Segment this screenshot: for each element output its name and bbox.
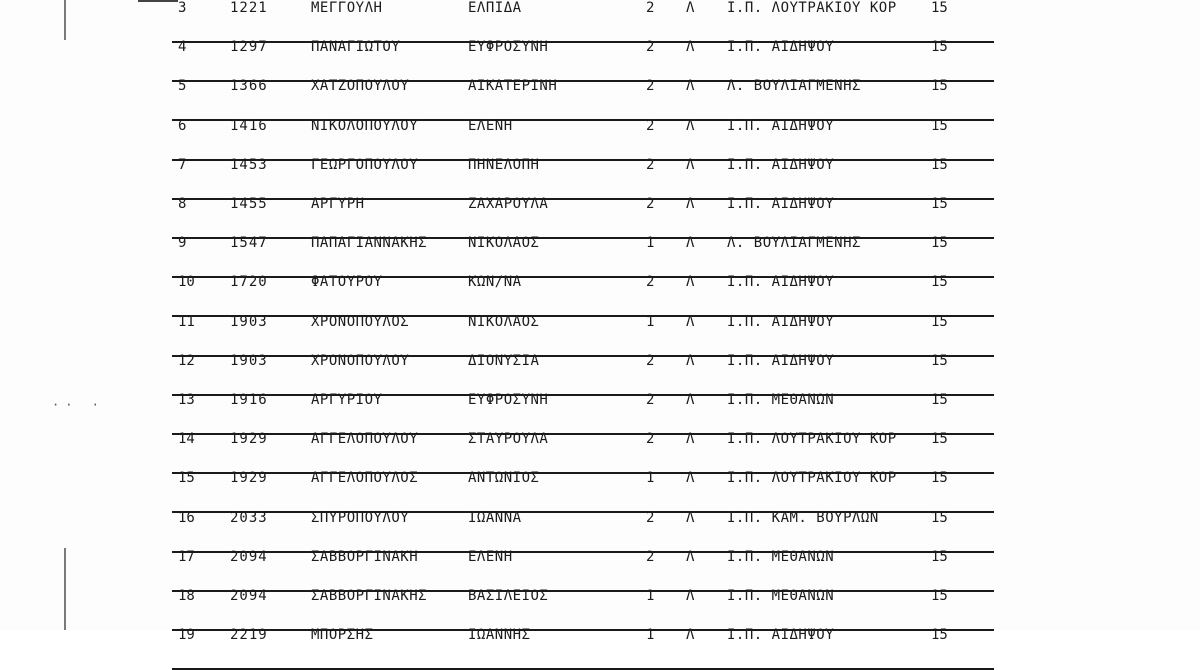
code-cell: 1297 <box>230 39 268 56</box>
group-cell: Λ <box>686 235 695 252</box>
first-name-cell: ΕΛΕΝΗ <box>468 117 513 134</box>
surname-cell: ΝΙΚΟΛΟΠΟΥΛΟΥ <box>311 117 419 134</box>
class-cell: 1 <box>646 627 655 644</box>
first-name-cell: ΝΙΚΟΛΑΟΣ <box>468 313 540 330</box>
table-row <box>0 156 1200 195</box>
table-row <box>0 195 1200 234</box>
score-cell: 15 <box>931 509 948 526</box>
score-cell: 15 <box>931 235 948 252</box>
first-name-cell: ΑΝΤΩΝΙΟΣ <box>468 470 540 487</box>
group-cell: Λ <box>686 431 695 448</box>
score-cell: 15 <box>931 313 948 330</box>
score-cell: 15 <box>931 588 948 604</box>
row-number-cell: 14 <box>178 431 195 448</box>
row-number-cell: 5 <box>178 78 187 95</box>
table-row <box>0 117 1200 156</box>
row-number-cell: 4 <box>178 39 187 56</box>
row-number-cell: 3 <box>178 0 187 16</box>
first-name-cell: ΚΩΝ/ΝΑ <box>468 274 522 291</box>
surname-cell: ΧΡΟΝΟΠΟΥΛΟΥ <box>311 352 410 369</box>
score-cell: 15 <box>931 431 948 448</box>
school-cell: Ι.Π. ΑΙΔΗΨΟΥ <box>727 352 835 369</box>
surname-cell: ΠΑΝΑΓΙΩΤΟΥ <box>311 39 401 56</box>
class-cell: 1 <box>646 235 655 252</box>
school-cell: Ι.Π. ΚΑΜ. ΒΟΥΡΛΩΝ <box>727 509 879 526</box>
school-cell: Λ. ΒΟΥΛΙΑΓΜΕΝΗΣ <box>727 235 861 252</box>
class-cell: 2 <box>646 509 655 526</box>
row-number-cell: 6 <box>178 117 187 134</box>
group-cell: Λ <box>686 274 695 291</box>
group-cell: Λ <box>686 117 695 134</box>
school-cell: Ι.Π. ΑΙΔΗΨΟΥ <box>727 627 835 644</box>
row-number-cell: 11 <box>178 313 195 330</box>
surname-cell: ΑΓΓΕΛΟΠΟΥΛΟΣ <box>311 470 419 487</box>
class-cell: 2 <box>646 274 655 291</box>
table-row <box>0 38 1200 77</box>
table-row <box>0 273 1200 312</box>
first-name-cell: ΝΙΚΟΛΑΟΣ <box>468 235 540 252</box>
table-row <box>0 234 1200 273</box>
class-cell: 1 <box>646 313 655 330</box>
school-cell: Ι.Π. ΑΙΔΗΨΟΥ <box>727 196 835 212</box>
table-row <box>0 430 1200 469</box>
table-row <box>0 548 1200 587</box>
class-cell: 2 <box>646 548 655 565</box>
first-name-cell: ΒΑΣΙΛΕΙΟΣ <box>468 588 549 604</box>
first-name-cell: ΕΛΕΝΗ <box>468 548 513 565</box>
row-number-cell: 16 <box>178 509 195 526</box>
code-cell: 1903 <box>230 313 268 330</box>
school-cell: Ι.Π. ΜΕΘΑΝΩΝ <box>727 548 835 565</box>
group-cell: Λ <box>686 156 695 173</box>
group-cell: Λ <box>686 627 695 644</box>
surname-cell: ΜΠΟΡΣΗΣ <box>311 627 374 644</box>
school-cell: Ι.Π. ΛΟΥΤΡΑΚΙΟΥ ΚΟΡ <box>727 470 897 487</box>
class-cell: 2 <box>646 196 655 212</box>
code-cell: 1720 <box>230 274 268 291</box>
school-cell: Λ. ΒΟΥΛΙΑΓΜΕΝΗΣ <box>727 78 861 95</box>
first-name-cell: ΑΙΚΑΤΕΡΙΝΗ <box>468 78 558 95</box>
school-cell: Ι.Π. ΑΙΔΗΨΟΥ <box>727 39 835 56</box>
score-cell: 15 <box>931 0 948 16</box>
surname-cell: ΣΠΥΡΟΠΟΥΛΟΥ <box>311 509 410 526</box>
group-cell: Λ <box>686 196 695 212</box>
code-cell: 1916 <box>230 392 268 408</box>
score-cell: 15 <box>931 156 948 173</box>
code-cell: 1547 <box>230 235 268 252</box>
school-cell: Ι.Π. ΜΕΘΑΝΩΝ <box>727 588 835 604</box>
group-cell: Λ <box>686 509 695 526</box>
first-name-cell: ΕΛΠΙΔΑ <box>468 0 522 16</box>
surname-cell: ΣΑΒΒΟΡΓΙΝΑΚΗ <box>311 548 419 565</box>
class-cell: 2 <box>646 431 655 448</box>
surname-cell: ΑΡΓΥΡΗ <box>311 196 365 212</box>
surname-cell: ΠΑΠΑΓΙΑΝΝΑΚΗΣ <box>311 235 428 252</box>
surname-cell: ΧΡΟΝΟΠΟΥΛΟΣ <box>311 313 410 330</box>
first-name-cell: ΖΑΧΑΡΟΥΛΑ <box>468 196 549 212</box>
table-row <box>0 626 1200 665</box>
row-number-cell: 10 <box>178 274 195 291</box>
first-name-cell: ΣΤΑΥΡΟΥΛΑ <box>468 431 549 448</box>
surname-cell: ΑΓΓΕΛΟΠΟΥΛΟΥ <box>311 431 419 448</box>
school-cell: Ι.Π. ΑΙΔΗΨΟΥ <box>727 117 835 134</box>
school-cell: Ι.Π. ΛΟΥΤΡΑΚΙΟΥ ΚΟΡ <box>727 431 897 448</box>
school-cell: Ι.Π. ΑΙΔΗΨΟΥ <box>727 274 835 291</box>
table-row <box>0 0 1200 38</box>
school-cell: Ι.Π. ΑΙΔΗΨΟΥ <box>727 156 835 173</box>
class-cell: 2 <box>646 117 655 134</box>
table-row <box>0 313 1200 352</box>
group-cell: Λ <box>686 0 695 16</box>
first-name-cell: ΙΩΑΝΝΑ <box>468 509 522 526</box>
first-name-cell: ΙΩΑΝΝΗΣ <box>468 627 531 644</box>
table-row <box>0 352 1200 391</box>
code-cell: 2033 <box>230 509 268 526</box>
class-cell: 2 <box>646 156 655 173</box>
group-cell: Λ <box>686 39 695 56</box>
row-number-cell: 9 <box>178 235 187 252</box>
table-row <box>0 509 1200 548</box>
margin-dots: ·· · <box>52 398 105 412</box>
code-cell: 1221 <box>230 0 268 16</box>
code-cell: 2219 <box>230 627 268 644</box>
table-row <box>0 587 1200 626</box>
school-cell: Ι.Π. ΜΕΘΑΝΩΝ <box>727 392 835 408</box>
score-cell: 15 <box>931 117 948 134</box>
class-cell: 2 <box>646 352 655 369</box>
score-cell: 15 <box>931 548 948 565</box>
first-name-cell: ΠΗΝΕΛΟΠΗ <box>468 156 540 173</box>
score-cell: 15 <box>931 352 948 369</box>
class-cell: 1 <box>646 470 655 487</box>
score-cell: 15 <box>931 39 948 56</box>
group-cell: Λ <box>686 78 695 95</box>
code-cell: 1366 <box>230 78 268 95</box>
score-cell: 15 <box>931 274 948 291</box>
row-number-cell: 17 <box>178 548 195 565</box>
score-cell: 15 <box>931 627 948 644</box>
surname-cell: ΜΕΓΓΟΥΛΗ <box>311 0 383 16</box>
code-cell: 2094 <box>230 548 268 565</box>
group-cell: Λ <box>686 588 695 604</box>
surname-cell: ΧΑΤΖΟΠΟΥΛΟΥ <box>311 78 410 95</box>
row-number-cell: 8 <box>178 196 187 212</box>
first-name-cell: ΔΙΟΝΥΣΙΑ <box>468 352 540 369</box>
surname-cell: ΣΑΒΒΟΡΓΙΝΑΚΗΣ <box>311 588 428 604</box>
code-cell: 1416 <box>230 117 268 134</box>
code-cell: 1929 <box>230 470 268 487</box>
school-cell: Ι.Π. ΛΟΥΤΡΑΚΙΟΥ ΚΟΡ <box>727 0 897 16</box>
table-row <box>0 469 1200 508</box>
surname-cell: ΓΕΩΡΓΟΠΟΥΛΟΥ <box>311 156 419 173</box>
score-cell: 15 <box>931 392 948 408</box>
row-number-cell: 19 <box>178 627 195 644</box>
group-cell: Λ <box>686 548 695 565</box>
school-cell: Ι.Π. ΑΙΔΗΨΟΥ <box>727 313 835 330</box>
row-number-cell: 13 <box>178 392 195 408</box>
code-cell: 1453 <box>230 156 268 173</box>
class-cell: 2 <box>646 392 655 408</box>
score-cell: 15 <box>931 470 948 487</box>
group-cell: Λ <box>686 352 695 369</box>
class-cell: 2 <box>646 39 655 56</box>
surname-cell: ΑΡΓΥΡΙΟΥ <box>311 392 383 408</box>
code-cell: 1455 <box>230 196 268 212</box>
first-name-cell: ΕΥΦΡΟΣΥΝΗ <box>468 392 549 408</box>
class-cell: 2 <box>646 78 655 95</box>
group-cell: Λ <box>686 392 695 408</box>
group-cell: Λ <box>686 470 695 487</box>
class-cell: 1 <box>646 588 655 604</box>
table-row <box>0 77 1200 116</box>
row-number-cell: 12 <box>178 352 195 369</box>
code-cell: 1929 <box>230 431 268 448</box>
score-cell: 15 <box>931 196 948 212</box>
row-number-cell: 18 <box>178 588 195 604</box>
class-cell: 2 <box>646 0 655 16</box>
code-cell: 2094 <box>230 588 268 604</box>
score-cell: 15 <box>931 78 948 95</box>
first-name-cell: ΕΥΦΡΟΣΥΝΗ <box>468 39 549 56</box>
row-number-cell: 7 <box>178 156 187 173</box>
group-cell: Λ <box>686 313 695 330</box>
row-number-cell: 15 <box>178 470 195 487</box>
surname-cell: ΦΑΤΟΥΡΟΥ <box>311 274 383 291</box>
code-cell: 1903 <box>230 352 268 369</box>
table-row <box>0 391 1200 430</box>
